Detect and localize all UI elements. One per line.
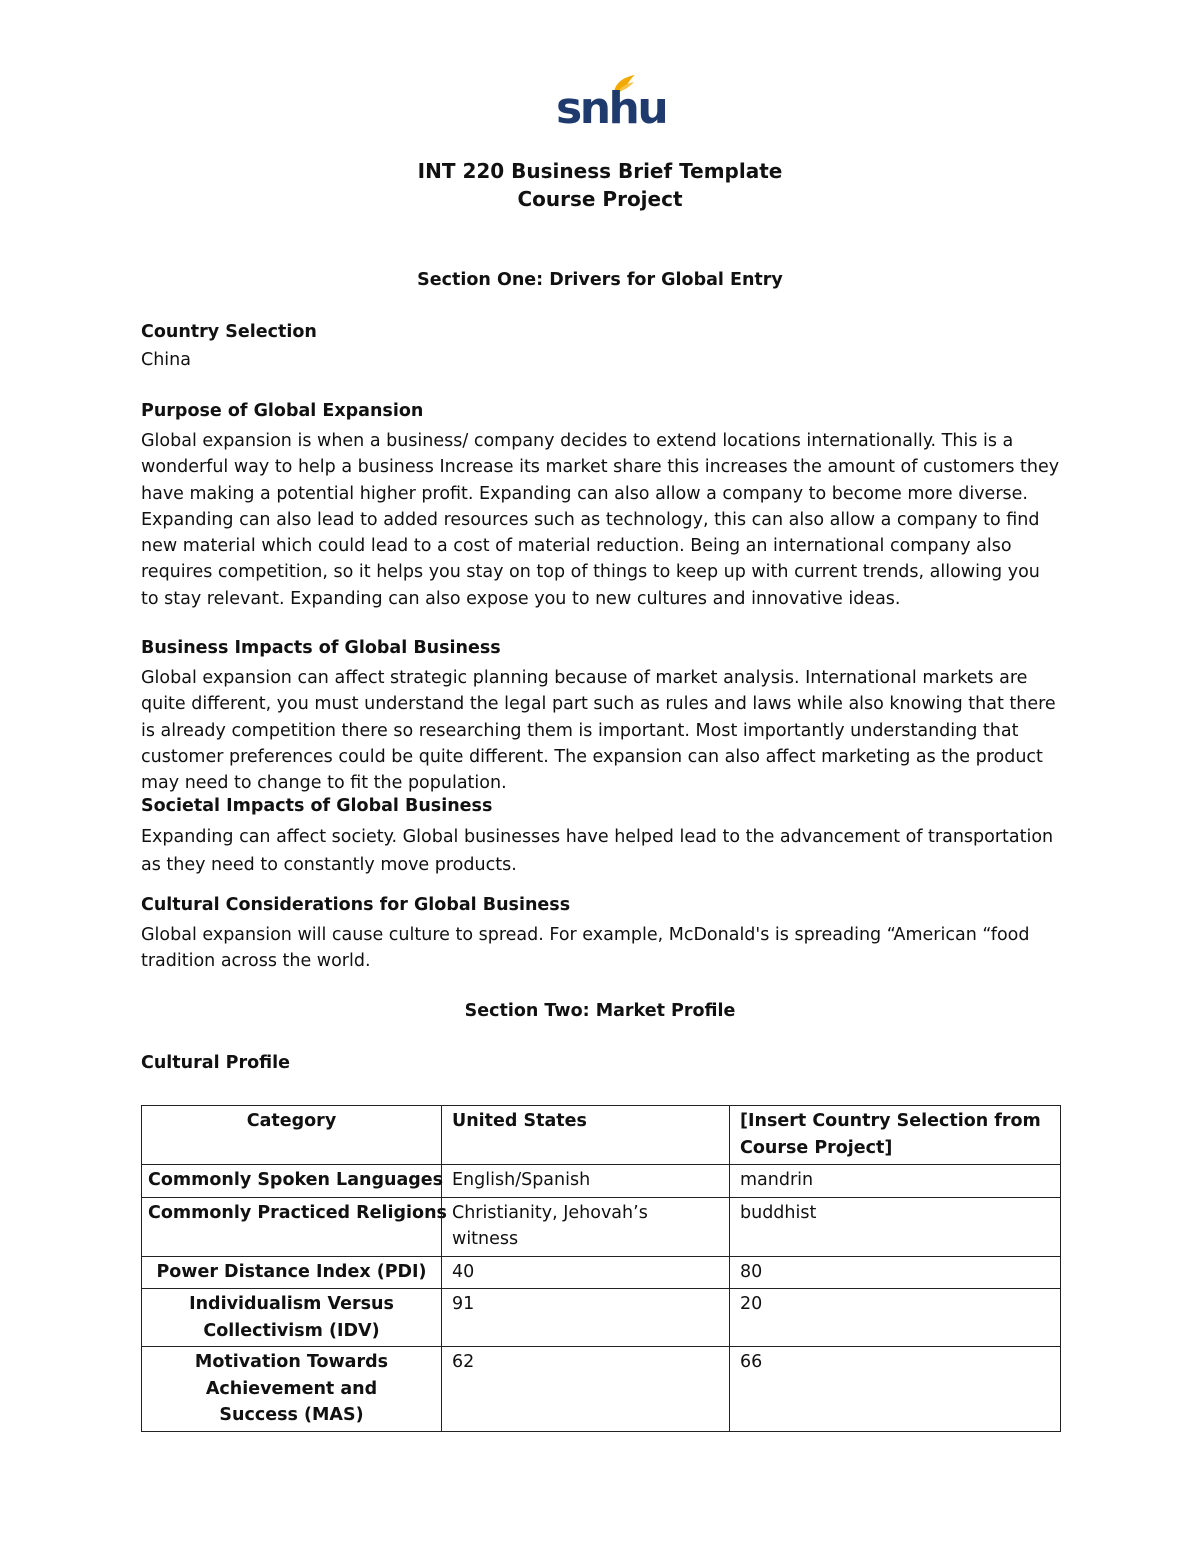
paragraph-line: wonderful way to help a business Increase its market share this increases the amount of customers they: [141, 457, 1060, 478]
business-impacts-paragraph: [141, 665, 1056, 796]
row-category: Power Distance Index (PDI): [142, 1256, 442, 1289]
row-country-value: buddhist: [730, 1197, 1061, 1256]
paragraph-line: have making a potential higher profit. Expanding can also allow a company to become more diverse.: [141, 483, 1028, 504]
country-selection-heading: Country Selection: [141, 322, 317, 342]
paragraph-line: Global expansion can affect strategic planning because of market analysis. International markets are: [141, 668, 1028, 688]
cultural-profile-table: [141, 1105, 1061, 1432]
paragraph-line: quite different, you must understand the legal part such as rules and laws while also knowing that there: [141, 694, 1056, 715]
row-country-value: 80: [730, 1256, 1061, 1289]
societal-impacts-paragraph: [141, 823, 1053, 879]
row-country-value: 20: [730, 1289, 1061, 1347]
paragraph-line: Global expansion is when a business/ company decides to extend locations internationally. This is a: [141, 431, 1014, 451]
row-us-value: Christianity, Jehovah’s witness: [442, 1197, 730, 1256]
table-header-row: [142, 1106, 1061, 1165]
business-impacts-heading: Business Impacts of Global Business: [141, 638, 501, 658]
table-row: [142, 1256, 1061, 1289]
country-selection-value: China: [141, 350, 191, 370]
row-country-value: 66: [730, 1347, 1061, 1432]
paragraph-line: Global expansion will cause culture to spread. For example, McDonald's is spreading “American “food: [141, 925, 1030, 945]
paragraph-line: is already competition there so researching them is important. Most importantly understanding that: [141, 720, 1019, 741]
header-united-states: United States: [442, 1106, 730, 1165]
paragraph-line: Expanding can also lead to added resources such as technology, this can also allow a company to find: [141, 509, 1040, 530]
cultural-considerations-paragraph: [141, 922, 1029, 975]
paragraph-line: Expanding can affect society. Global businesses have helped lead to the advancement of transportation: [141, 827, 1054, 847]
row-category: Individualism Versus Collectivism (IDV): [142, 1289, 442, 1347]
row-country-value: mandrin: [730, 1165, 1061, 1198]
table-row: [142, 1165, 1061, 1198]
paragraph-line: as they need to constantly move products.: [141, 855, 517, 875]
section-one-heading: Section One: Drivers for Global Entry: [417, 270, 783, 290]
cultural-profile-heading: Cultural Profile: [141, 1053, 290, 1073]
societal-impacts-heading: Societal Impacts of Global Business: [141, 796, 493, 816]
table-row: [142, 1289, 1061, 1347]
paragraph-line: to stay relevant. Expanding can also expose you to new cultures and innovative ideas.: [141, 588, 901, 609]
section-two-heading: Section Two: Market Profile: [464, 1001, 736, 1021]
row-us-value: 91: [442, 1289, 730, 1347]
row-us-value: 40: [442, 1256, 730, 1289]
paragraph-line: requires competition, so it helps you stay on top of things to keep up with current trends, allowing you: [141, 562, 1040, 583]
table-row: [142, 1197, 1061, 1256]
header-selected-country: [Insert Country Selection from Course Project]: [730, 1106, 1061, 1165]
purpose-paragraph: [141, 428, 1059, 612]
header-category: Category: [142, 1106, 442, 1165]
document-title: INT 220 Business Brief Template: [417, 159, 783, 183]
cultural-considerations-heading: Cultural Considerations for Global Business: [141, 895, 571, 915]
row-category: Motivation Towards Achievement and Success (MAS): [142, 1347, 442, 1432]
row-category: Commonly Spoken Languages: [142, 1165, 442, 1198]
paragraph-line: tradition across the world.: [141, 951, 371, 972]
paragraph-line: customer preferences could be quite different. The expansion can also affect marketing as the product: [141, 746, 1043, 767]
document-subtitle: Course Project: [517, 187, 683, 211]
row-category: Commonly Practiced Religions: [142, 1197, 442, 1256]
purpose-heading: Purpose of Global Expansion: [141, 401, 424, 421]
logo-text: snhu: [556, 83, 667, 134]
table-row: [142, 1347, 1061, 1432]
paragraph-line: new material which could lead to a cost of material reduction. Being an international company also: [141, 536, 1012, 557]
row-us-value: English/Spanish: [442, 1165, 730, 1198]
snhu-logo: [552, 72, 667, 134]
row-us-value: 62: [442, 1347, 730, 1432]
paragraph-line: may need to change to fit the population.: [141, 773, 507, 794]
